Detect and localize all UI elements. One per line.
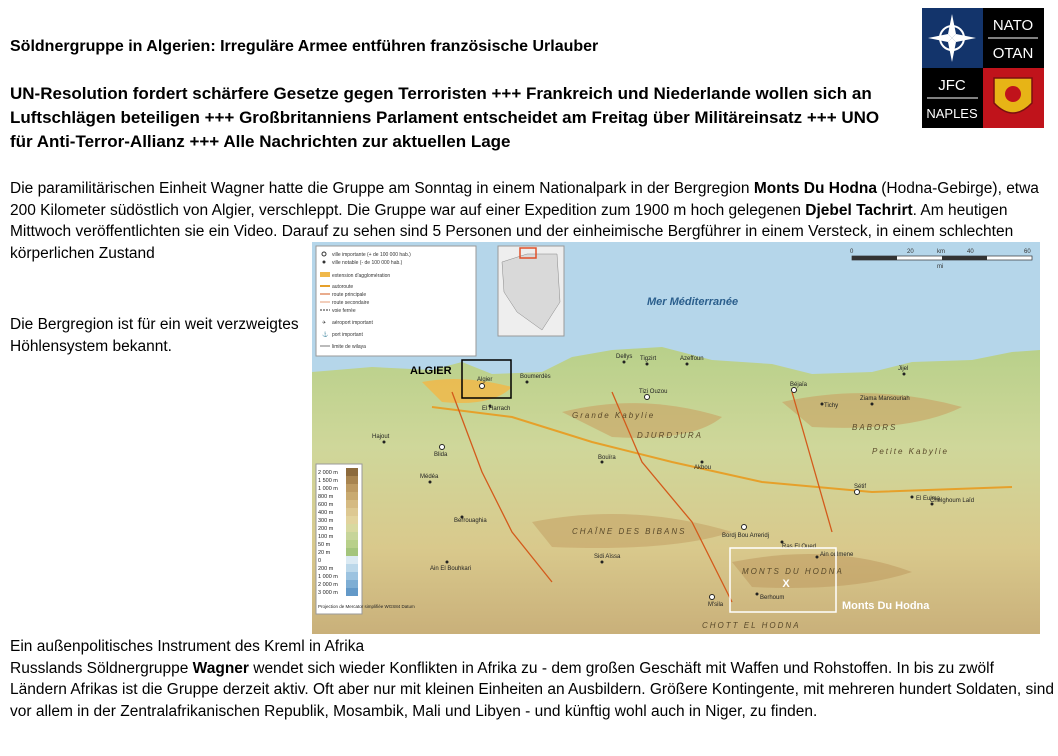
intro-text-2: (Hodna-Gebirge), etwa 200 Kilometer südöstlich von Algier, verschleppt. Die Gruppe war auf einer Expedition zum 1900 m hoch gelegenen: [10, 180, 1039, 219]
city-label: Médéa: [420, 474, 439, 480]
anchor-icon: ⚓: [322, 332, 329, 338]
city-label: Blida: [434, 452, 448, 458]
legend-item: port important: [332, 332, 363, 338]
scale-unit: mi: [937, 264, 944, 270]
city-label: Bordj Bou Arreridj: [722, 533, 770, 539]
footer-heading: Ein außenpolitisches Instrument des Kreml in Afrika: [10, 638, 365, 655]
sea-label: Mer Méditerranée: [647, 296, 739, 308]
legend-item: aéroport important: [332, 320, 373, 326]
footer-text-1: Russlands Söldnergruppe: [10, 659, 193, 677]
city-label: Sétif: [854, 484, 867, 490]
city-label: Dellys: [616, 354, 633, 360]
city-label: Ain oulmene: [820, 552, 854, 558]
legend-item: ville importante (+ de 100 000 hab.): [332, 252, 411, 258]
footer-section: [10, 636, 1055, 722]
city-label: El Harrach: [482, 406, 511, 412]
intro-text-1: Die paramilitärischen Einheit Wagner hatte die Gruppe am Sonntag in einem Nationalpark in der Bergregion: [10, 180, 754, 197]
elevation-label: 800 m: [318, 494, 334, 500]
side-note-text: Die Bergregion ist für ein weit verzweigtes Höhlensystem bekannt.: [10, 316, 299, 355]
city-label: Bouïra: [598, 455, 616, 461]
elevation-label: 200 m: [318, 566, 334, 572]
legend-item: extension d'agglomération: [332, 273, 391, 279]
scale-label: 60: [1024, 249, 1031, 255]
city-label: Sidi Aïssa: [594, 554, 621, 560]
airport-icon: ✈: [322, 320, 327, 326]
legend-item: ville notable (- de 100 000 hab.): [332, 260, 403, 266]
elevation-label: 400 m: [318, 510, 334, 516]
legend-item: route secondaire: [332, 300, 370, 306]
news-ticker-subtitle: UN-Resolution fordert schärfere Gesetze gegen Terroristen +++ Frankreich und Niederlande wollen sich an Luftschlägen beteiligen +++ Großbritanniens Parlament entscheidet am Freitag über Militäreinsatz +++ UNO für Anti-Terror-Allianz +++ Alle Nachrichten zur aktuellen Lage: [10, 84, 880, 151]
city-label: Ziama Mansouriah: [860, 396, 910, 402]
intro-bold-monts-du-hodna: Monts Du Hodna: [753, 180, 877, 197]
elevation-label: 1 000 m: [318, 574, 338, 580]
elevation-label: 2 000 m: [318, 470, 338, 476]
scale-unit: km: [937, 249, 945, 255]
elevation-label: 0: [318, 558, 322, 564]
city-label: El Eulma: [916, 496, 941, 502]
lion-emblem-icon: [994, 78, 1032, 113]
logo-nato: NATO: [992, 17, 1034, 34]
region-label: BABORS: [852, 423, 898, 432]
city-label: Algier: [477, 377, 493, 383]
logo-naples: NAPLES: [926, 106, 978, 121]
region-label: DJURDJURA: [637, 431, 703, 440]
nato-jfc-naples-logo: [922, 8, 1044, 128]
legend-item: route principale: [332, 292, 367, 298]
scale-label: 40: [967, 249, 974, 255]
city-label: Tizi Ouzou: [639, 389, 668, 395]
elevation-label: 50 m: [318, 542, 331, 548]
elevation-label: 600 m: [318, 502, 334, 508]
region-label: Grande Kabylie: [572, 411, 656, 420]
city-label: Jijel: [898, 366, 909, 372]
elevation-label: 2 000 m: [318, 582, 338, 588]
city-label: Tichy: [824, 403, 839, 409]
city-label: Chelghoum Laïd: [930, 498, 975, 504]
elevation-label: 100 m: [318, 534, 334, 540]
city-label: Ras El Oued: [782, 544, 817, 550]
elevation-label: 1 000 m: [318, 486, 338, 492]
projection-note: Projection de Mercator simplifiée WGS84 Datum: [318, 604, 415, 609]
intro-bold-djebel-tachrirt: Djebel Tachrirt: [805, 201, 913, 219]
city-label: Berrouaghia: [454, 518, 487, 524]
footer-paragraph: [10, 658, 1055, 723]
city-label: Hajout: [372, 434, 390, 440]
elevation-label: 200 m: [318, 526, 334, 532]
region-label: CHOTT EL HODNA: [702, 621, 801, 630]
city-label: Ain El Bouhkari: [430, 566, 472, 572]
elevation-label: 20 m: [318, 550, 331, 556]
city-label: Tigzirt: [640, 356, 657, 362]
hodna-label: Monts Du Hodna: [842, 600, 930, 612]
logo-otan: OTAN: [992, 45, 1034, 62]
page-title: Söldnergruppe in Algerien: Irreguläre Armee entführen französische Urlauber: [10, 38, 599, 55]
algier-label: ALGIER: [410, 365, 452, 377]
region-label: CHAÎNE DES BIBANS: [572, 527, 687, 536]
region-label: Petite Kabylie: [872, 447, 949, 456]
side-note: [10, 314, 310, 357]
footer-text-2: wendet sich wieder Konflikten in Afrika zu - dem großen Geschäft mit Waffen und Rohstoffen. In bis zu zwölf Ländern Afrikas ist die Gruppe derzeit aktiv. Oft aber nur mit kleinen Einheiten an Ausbildern. Größere Kontingente, mit mehreren hundert Soldaten, sind vor allem in der Zentralafrikanischen Republik, Mosambik, Mali und Libyen - und künftig wohl auch in Niger, zu finden.: [10, 659, 1054, 720]
city-label: M'sila: [708, 602, 724, 608]
legend-item: autoroute: [332, 284, 354, 290]
hodna-marker: X: [782, 578, 790, 590]
logo-jfc: JFC: [938, 77, 966, 94]
scale-label: 0: [850, 249, 854, 255]
legend-item: limite de wilaya: [332, 344, 366, 350]
legend-item: voie ferrée: [332, 308, 356, 314]
elevation-label: 300 m: [318, 518, 334, 524]
city-label: Béjaïa: [790, 382, 808, 388]
elevation-label: 1 500 m: [318, 478, 338, 484]
algeria-relief-map: [312, 242, 1040, 634]
city-label: Azeffoun: [680, 356, 704, 362]
scale-label: 20: [907, 249, 914, 255]
region-label: MONTS DU HODNA: [742, 567, 844, 576]
city-label: Berhoum: [760, 595, 785, 601]
footer-bold-wagner: Wagner: [192, 659, 249, 677]
elevation-label: 3 000 m: [318, 590, 338, 596]
intro-text-3: . Am heutigen Mittwoch veröffentlichten sie ein Video. Darauf zu sehen sind 5 Personen und der einheimische Bergführer in einem Versteck, in einem schlechten körperlichen Zustand: [10, 201, 1014, 262]
city-label: Boumerdès: [520, 374, 551, 380]
city-label: Akbou: [694, 465, 712, 471]
